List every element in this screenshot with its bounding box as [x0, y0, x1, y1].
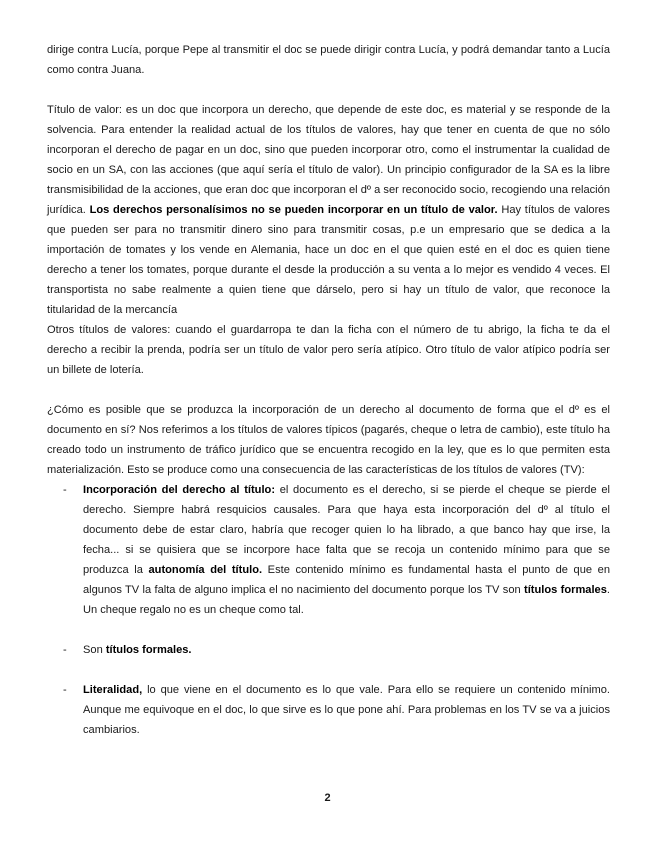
- bullet-dash: -: [63, 484, 67, 496]
- bullet-dash: -: [63, 684, 67, 696]
- paragraph-titulo-valor: Título de valor: es un doc que incorpora un derecho, que depende de este doc, es material y se responde de la solvencia. Para entender la realidad actual de los títulos de valores, hay que tener en cuenta de que no sólo incorporan el derecho de pagar en un doc, sino que pueden incorporar otro, como el instrumentar la cualidad de socio en un SA, con las acciones (que aquí sería el título de valor). Un principio configurador de la SA es la libre transmisibilidad de la acciones, que eran doc que incorporan el dº a ser reconocido socio, recogiendo una relación jurídica. Los derechos personalísimos no se pueden incorporar en un título de valor. Hay títulos de valores que pueden ser para no transmitir dinero sino para transmitir cosas, p.e un empresario que se dedica a la importación de tomates y los vende en Alemania, hace un doc en el que quien esté en el doc es quien tiene derecho a tener los tomates, porque durante el desde la producción a su venta a lo mejor es vendido 4 veces. El transportista no sabe realmente a quien tiene que dárselo, pero si hay un título de valor, que reconoce la titularidad de la mercancía: [47, 104, 610, 316]
- bullet-dash: -: [63, 644, 67, 656]
- paragraph-gap: [47, 380, 610, 400]
- list-item-incorporacion: - Incorporación del derecho al título: el documento es el derecho, si se pierde el cheque se pierde el derecho. Siempre habrá resquicios causales. Para que haya esta incorporación del dº al título el documento debe de estar claro, habría que recoger quien lo ha librado, a que banco hay que irse, la fecha... si se quisiera que se incorpore hace falta que se recoja un contenido mínimo para que se produzca la autonomía del título. Este contenido mínimo es fundamental hasta el punto de que en algunos TV la falta de alguno implica el no nacimiento del documento porque los TV son títulos formales. Un cheque regalo no es un cheque como tal.: [47, 480, 610, 620]
- paragraph-otros-titulos: Otros títulos de valores: cuando el guardarropa te dan la ficha con el número de tu abrigo, la ficha te da el derecho a recibir la prenda, podría ser un título de valor pero sería atípico. Otro título de valor atípico podría ser un billete de lotería.: [47, 324, 610, 376]
- list-spacer: [47, 660, 610, 680]
- list-item-literalidad: - Literalidad, lo que viene en el documento es lo que vale. Para ello se requiere un contenido mínimo. Aunque me equivoque en el doc, lo que sirve es lo que pone ahí. Para problemas en los TV se va a juicios cambiarios.: [47, 680, 610, 740]
- page-number: 2: [324, 792, 331, 804]
- list-item-titulos-formales: - Son títulos formales.: [47, 640, 610, 660]
- document-page: [47, 40, 610, 740]
- bold-derechos-personalisimos: Los derechos personalísimos no se pueden incorporar en un título de valor.: [89, 204, 498, 216]
- paragraph-como-es-posible: ¿Cómo es posible que se produzca la incorporación de un derecho al documento de forma que el dº es el documento en sí? Nos referimos a los títulos de valores típicos (pagarés, cheque o letra de cambio), este título ha creado todo un instrumento de tráfico jurídico que se encuentra recogido en la ley, que es lo que permiten esta materialización. Esto se produce como una consecuencia de las características de los títulos de valores (TV):: [47, 404, 610, 476]
- paragraph-gap: [47, 80, 610, 100]
- list-spacer: [47, 620, 610, 640]
- characteristics-list: [47, 480, 610, 740]
- paragraph-continuation: dirige contra Lucía, porque Pepe al transmitir el doc se puede dirigir contra Lucía, y podrá demandar tanto a Lucía como contra Juana.: [47, 44, 610, 76]
